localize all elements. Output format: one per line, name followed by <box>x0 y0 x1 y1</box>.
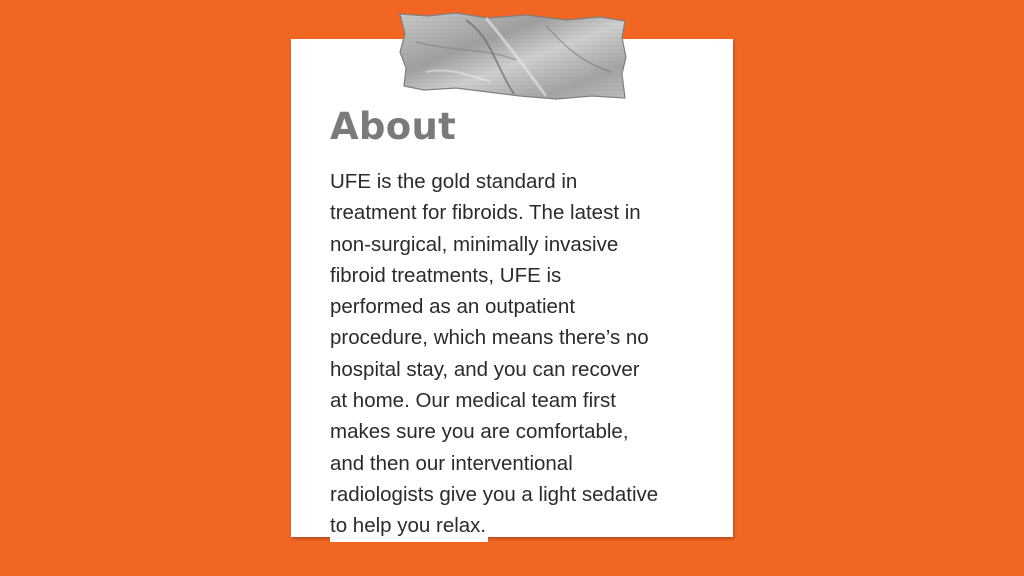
body-line: non-surgical, minimally invasive <box>330 232 619 256</box>
body-line: UFE is the gold standard in <box>330 170 578 193</box>
body-line: performed as an outpatient <box>330 295 576 319</box>
body-line: to help you relax. <box>330 510 488 541</box>
page-title: About <box>330 105 457 148</box>
body-line: and then our interventional <box>330 451 573 475</box>
body-line: makes sure you are comfortable, <box>330 420 629 444</box>
duct-tape-icon <box>396 12 628 102</box>
body-line: treatment for fibroids. The latest in <box>330 201 641 225</box>
body-line: hospital stay, and you can recover <box>330 357 640 381</box>
body-line: procedure, which means there’s no <box>330 326 649 350</box>
body-line: radiologists give you a light sedative <box>330 482 659 506</box>
body-line: at home. Our medical team first <box>330 389 616 413</box>
body-line: fibroid treatments, UFE is <box>330 263 562 287</box>
about-body-text <box>330 166 710 542</box>
